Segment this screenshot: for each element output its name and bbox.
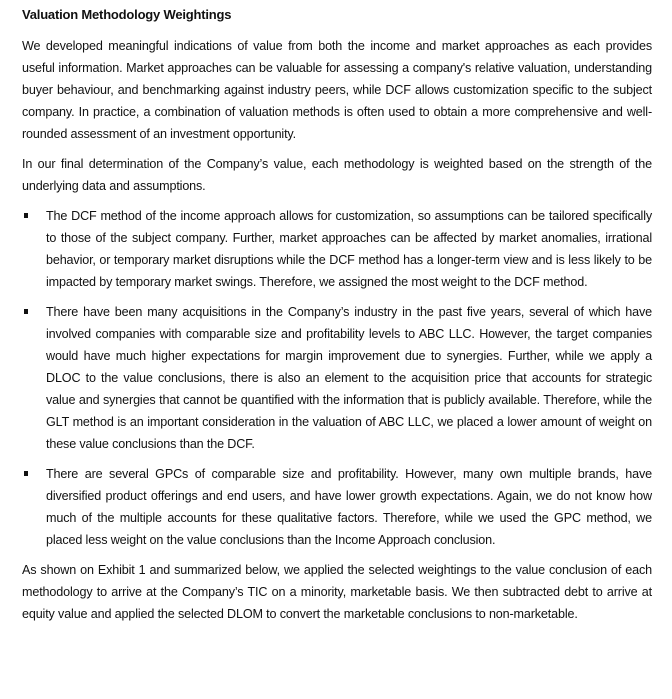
intro-paragraph: We developed meaningful indications of value from both the income and market approaches as each provides useful information. Market approaches can be valuable for assessing a company's relative valuation, understanding buyer behaviour, and benchmarking against industry peers, while DCF allows customization specific to the subject company. In practice, a combination of valuation methods is often used to obtain a more comprehensive and well- rounded assessment of an investment opportunity. [22, 39, 652, 141]
bullet-item-glt [22, 301, 652, 455]
bullet-text: There are several GPCs of comparable size and profitability. However, many own multiple brands, have diversified product offerings and end users, and have lower growth expectations. Again, we do not know how much of the multiple accounts for these qualitative factors. Therefore, while we used the GPC method, we placed less weight on the value conclusions than the Income Approach conclusion. [46, 467, 652, 547]
weighting-paragraph: In our final determination of the Company’s value, each methodology is weighted based on the strength of the underlying data and assumptions. [22, 157, 652, 193]
methodology-bullet-list [22, 205, 652, 551]
bullet-item-dcf [22, 205, 652, 293]
square-bullet-icon [24, 309, 28, 314]
square-bullet-icon [24, 213, 28, 218]
closing-paragraph: As shown on Exhibit 1 and summarized below, we applied the selected weightings to the value conclusion of each methodology to arrive at the Company’s TIC on a minority, marketable basis. We then subtracted debt to arrive at equity value and applied the selected DLOM to convert the marketable conclusions to non-marketable. [22, 563, 652, 621]
square-bullet-icon [24, 471, 28, 476]
section-heading: Valuation Methodology Weightings [22, 7, 232, 22]
bullet-text: There have been many acquisitions in the Company’s industry in the past five years, several of which have involved companies with comparable size and profitability levels to ABC LLC. However, the target companies would have much higher expectations for margin improvement due to synergies. Further, while we apply a DLOC to the value conclusions, there is also an element to the acquisition price that accounts for strategic value and synergies that cannot be quantified with the information that is publicly available. Therefore, while the GLT method is an important consideration in the valuation of ABC LLC, we placed a lower amount of weight on these value conclusions than the DCF. [46, 305, 652, 451]
bullet-item-gpc [22, 463, 652, 551]
bullet-text: The DCF method of the income approach allows for customization, so assumptions can be tailored specifically to those of the subject company. Further, market approaches can be affected by market anomalies, irrational behavior, or temporary market disruptions while the DCF method has a longer-term view and is less likely to be impacted by temporary market swings. Therefore, we assigned the most weight to the DCF method. [46, 209, 652, 289]
